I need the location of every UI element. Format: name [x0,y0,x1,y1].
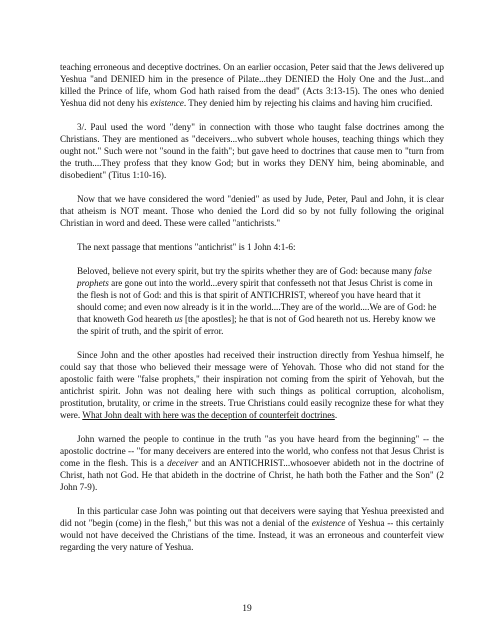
text-run: are gone out into the world...every spirit that confesseth not that Jesus Christ is come in the flesh is not of God: and this is that spirit of ANTICHRIST, whereof you have heard that it should come; and even now already is it in the world....They are of the world....We are of God: he that knoweth God heareth [77,278,437,324]
body-paragraph [60,433,444,493]
text-run: Since John and the other apostles had received their instruction directly from Yeshua himself, he could say that those who believed their message were of Yehovah. Those who did not stand for the apostolic faith were "false prophets," their inspiration not coming from the spirit of Yehovah, but the antichrist spirit. John was not dealing here with such things as political corruption, alcoholism, prostitution, brutality, or crime in the streets. True Christians could easily recognize these for what they were. [60,350,444,420]
italic-text: false prophets [77,266,432,288]
text-run: Now that we have considered the word "denied" as used by Jude, Peter, Paul and John, it is clear that atheism is NOT meant. Those who denied the Lord did so by not fully following the original Christian in word and deed. These were called "antichrists." [60,194,444,228]
italic-text: existence [150,98,184,108]
text-run: Beloved, believe not every spirit, but try the spirits whether they are of God: because many [77,266,415,276]
text-run: 3/. Paul used the word "deny" in connection with those who taught false doctrines among the Christians. They are mentioned as "deceivers...who subvert whole houses, teaching things which they ought not." Such were not "sound in the faith"; but gave heed to doctrines that cause men to "turn from the truth....They profess that they know God; but in works they DENY him, being abominable, and disobedient" (Titus 1:10-16). [60,122,444,180]
text-run: John warned the people to continue in the truth "as you have heard from the beginning" -- the apostolic doctrine -- "for many deceivers are entered into the world, who confess not that Jesus Christ is come in the flesh. This is a [60,434,444,468]
text-run: teaching erroneous and deceptive doctrines. On an earlier occasion, Peter said that the Jews delivered up Yeshua "and DENIED him in the presence of Pilate...they DENIED the Holy One and the Just...and killed the Prince of life, whom God hath raised from the dead" (Acts 3:13-15). The ones who denied Yeshua did not deny his [60,62,444,108]
page-number: 19 [242,604,252,614]
text-run: of Yeshua -- this certainly would not have deceived the Christians of the time. Instead, it was an erroneous and counterfeit view regarding the very nature of Yeshua. [60,518,444,552]
body-paragraph [60,61,444,109]
text-run: In this particular case John was pointing out that deceivers were saying that Yeshua preexisted and did not "begin (come) in the flesh," but this was not a denial of the [60,506,444,528]
quote-intro [77,241,444,253]
italic-text: deceiver [167,458,199,468]
text-run: . [334,410,338,420]
block-quote [77,265,444,337]
text-run: . They denied him by rejecting his claims and having him crucified. [183,98,433,108]
body-paragraph [60,121,444,181]
text-run: and an ANTICHRIST...whosoever abideth not in the doctrine of Christ, hath not God. He that abideth in the doctrine of Christ, he hath both the Father and the Son" (2 John 7-9). [60,458,444,492]
italic-text: existence [311,518,346,528]
italic-text: us [174,314,183,324]
page-body [60,61,444,553]
body-paragraph [60,193,444,229]
text-run: The next passage that mentions "antichrist" is 1 John 4:1-6: [77,242,296,252]
body-paragraph [60,505,444,553]
underlined-text: What John dealt with here was the deception of counterfeit doctrines [82,410,335,420]
body-paragraph [60,349,444,421]
text-run: [the apostles]; he that is not of God heareth not us. Hereby know we the spirit of truth, and the spirit of error. [77,314,436,336]
